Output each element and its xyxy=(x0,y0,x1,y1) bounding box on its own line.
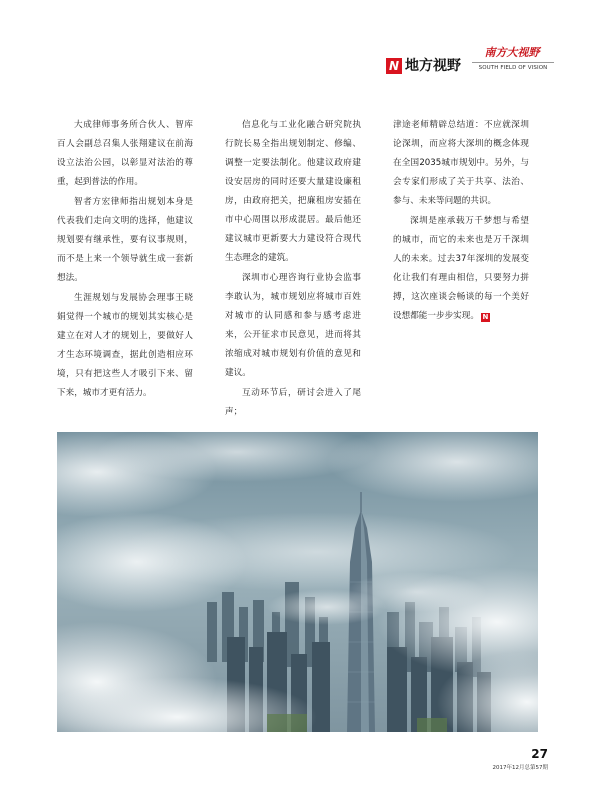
paragraph: 大成律师事务所合伙人、智库百人会副总召集人张翔建议在前海设立法治公园，以彰显对法治的尊重，起到普法的作用。 xyxy=(57,120,193,187)
paragraph: 智者方宏律师指出规划本身是代表我们走向文明的选择，他建议规划要有继承性，要有议事规则，而不是上来一个领导就生成一套新想法。 xyxy=(57,197,193,283)
paragraph: 生涯规划与发展协会理事王晓娟觉得一个城市的规划其实核心是建立在对人才的规划上，要做好人才生态环境调查，据此创造相应环境，只有把这些人才吸引下来、留下来，城市才更有活力。 xyxy=(57,293,193,398)
brand-divider xyxy=(472,62,554,63)
brand-subtitle: SOUTH FIELD OF VISION xyxy=(478,65,548,71)
city-photo xyxy=(57,432,538,732)
text-column-1 xyxy=(57,116,193,404)
brand-block xyxy=(472,44,554,78)
text-column-2 xyxy=(225,116,361,423)
paragraph xyxy=(393,212,529,326)
skyline-illustration xyxy=(57,432,538,732)
paragraph-text: 深圳是座承载万千梦想与希望的城市，而它的未来也是万千深圳人的未来。过去37年深圳的发展变化让我们有理由相信，只要努力拼搏，这次座谈会畅谈的每一个美好设想都能一步步实现。 xyxy=(393,216,529,321)
magazine-logo-icon: N xyxy=(386,58,402,74)
section-title: 地方视野 xyxy=(405,58,461,74)
section-header xyxy=(386,44,556,78)
issue-info: 2017年12月总第57期 xyxy=(492,765,548,771)
end-mark-icon: N xyxy=(482,313,489,321)
brand-name: 南方大视野 xyxy=(484,46,540,59)
paragraph: 互动环节后，研讨会进入了尾声； xyxy=(225,388,361,417)
paragraph: 信息化与工业化融合研究院执行院长易全指出规划制定、修编、调整一定要法制化。他建议政府建设安居房的同时还要大量建设廉租房，由政府把关，把廉租房安插在市中心周围以形成混居。最后他还建议城市更新要大力建设符合现代生态理念的建筑。 xyxy=(225,120,361,263)
page-number: 27 xyxy=(531,747,548,761)
text-column-3 xyxy=(393,116,529,327)
paragraph: 深圳市心理咨询行业协会监事李敢认为，城市规划应将城市百姓对城市的认同感和参与感考虑进来，公开征求市民意见，进而将其浓缩成对城市规划有价值的意见和建议。 xyxy=(225,273,361,378)
paragraph: 津途老师精辟总结道：不应就深圳论深圳，而应将大深圳的概念体现在全国2035城市规划中。另外，与会专家们形成了关于共享、法治、参与、未来等问题的共识。 xyxy=(393,120,529,206)
